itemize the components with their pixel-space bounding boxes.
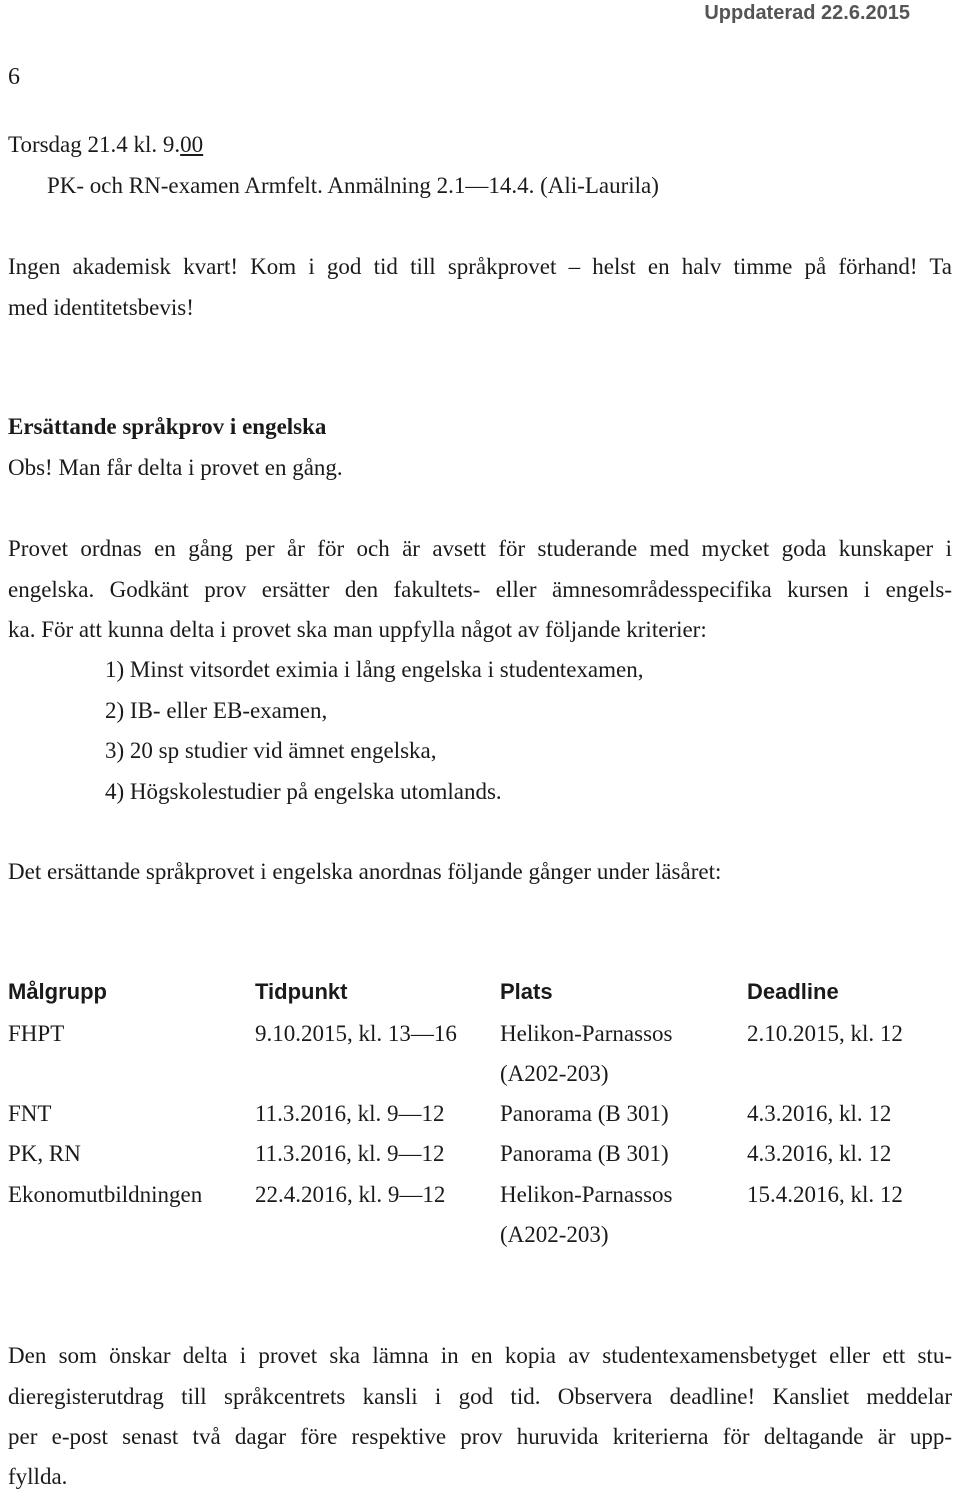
event-date: [8, 133, 203, 156]
event-date-minutes: 00: [180, 132, 204, 157]
table-header-deadline: Deadline: [747, 979, 839, 1004]
table-cell-place: Helikon-Parnassos: [500, 1021, 673, 1046]
event-note-line: med identitetsbevis!: [8, 295, 194, 320]
table-cell-time: 9.10.2015, kl. 13—16: [255, 1021, 457, 1046]
table-cell-group: Ekonomutbildningen: [8, 1182, 203, 1207]
table-cell-group: FNT: [8, 1101, 52, 1126]
criteria-item: 4) Högskolestudier på engelska utomlands.: [105, 779, 502, 804]
updated-date: Uppdaterad 22.6.2015: [704, 2, 910, 24]
section-heading: Ersättande språkprov i engelska: [8, 414, 327, 439]
paragraph-line: Provet ordnas en gång per år för och är avsett för studerande med mycket goda kunskaper i: [8, 536, 952, 561]
table-cell-time: 11.3.2016, kl. 9—12: [255, 1141, 445, 1166]
table-cell-place-room: (A202-203): [500, 1061, 609, 1086]
footer-line: Den som önskar delta i provet ska lämna in en kopia av studentexamensbetyget eller ett stu-: [8, 1343, 952, 1368]
table-cell-deadline: 4.3.2016, kl. 12: [747, 1101, 892, 1126]
table-header-time: Tidpunkt: [255, 979, 348, 1004]
table-cell-deadline: 4.3.2016, kl. 12: [747, 1141, 892, 1166]
paragraph-line: ka. För att kunna delta i provet ska man uppfylla något av följande kriterier:: [8, 617, 707, 642]
event-date-prefix: Torsdag 21.4 kl. 9.: [8, 132, 181, 157]
table-cell-group: FHPT: [8, 1021, 65, 1046]
event-detail: PK- och RN-examen Armfelt. Anmälning 2.1—14.4. (Ali-Laurila): [47, 173, 659, 198]
table-cell-deadline: 2.10.2015, kl. 12: [747, 1021, 903, 1046]
table-cell-place: Helikon-Parnassos: [500, 1182, 673, 1207]
table-cell-time: 11.3.2016, kl. 9—12: [255, 1101, 445, 1126]
obs-note: Obs! Man får delta i provet en gång.: [8, 455, 343, 480]
table-cell-deadline: 15.4.2016, kl. 12: [747, 1182, 903, 1207]
table-cell-place-room: (A202-203): [500, 1222, 609, 1247]
footer-line: fyllda.: [8, 1464, 68, 1489]
table-cell-group: PK, RN: [8, 1141, 81, 1166]
table-header-place: Plats: [500, 979, 553, 1004]
table-header-group: Målgrupp: [8, 979, 107, 1004]
table-cell-time: 22.4.2016, kl. 9—12: [255, 1182, 446, 1207]
criteria-item: 2) IB- eller EB-examen,: [105, 698, 328, 723]
criteria-item: 1) Minst vitsordet eximia i lång engelska i studentexamen,: [105, 657, 644, 682]
footer-line: per e-post senast två dagar före respektive prov huruvida kriterierna för deltagande är upp-: [8, 1424, 952, 1449]
criteria-item: 3) 20 sp studier vid ämnet engelska,: [105, 738, 437, 763]
footer-line: dieregisterutdrag till språkcentrets kansli i god tid. Observera deadline! Kansliet meddelar: [8, 1384, 952, 1409]
schedule-intro: Det ersättande språkprovet i engelska anordnas följande gånger under läsåret:: [8, 859, 722, 884]
paragraph-line: engelska. Godkänt prov ersätter den fakultets- eller ämnesområdesspecifika kursen i engels-: [8, 577, 952, 602]
table-cell-place: Panorama (B 301): [500, 1101, 669, 1126]
page-number: 6: [8, 64, 20, 90]
table-cell-place: Panorama (B 301): [500, 1141, 669, 1166]
event-note-line: Ingen akademisk kvart! Kom i god tid till språkprovet – helst en halv timme på förhand! Ta: [8, 254, 952, 279]
